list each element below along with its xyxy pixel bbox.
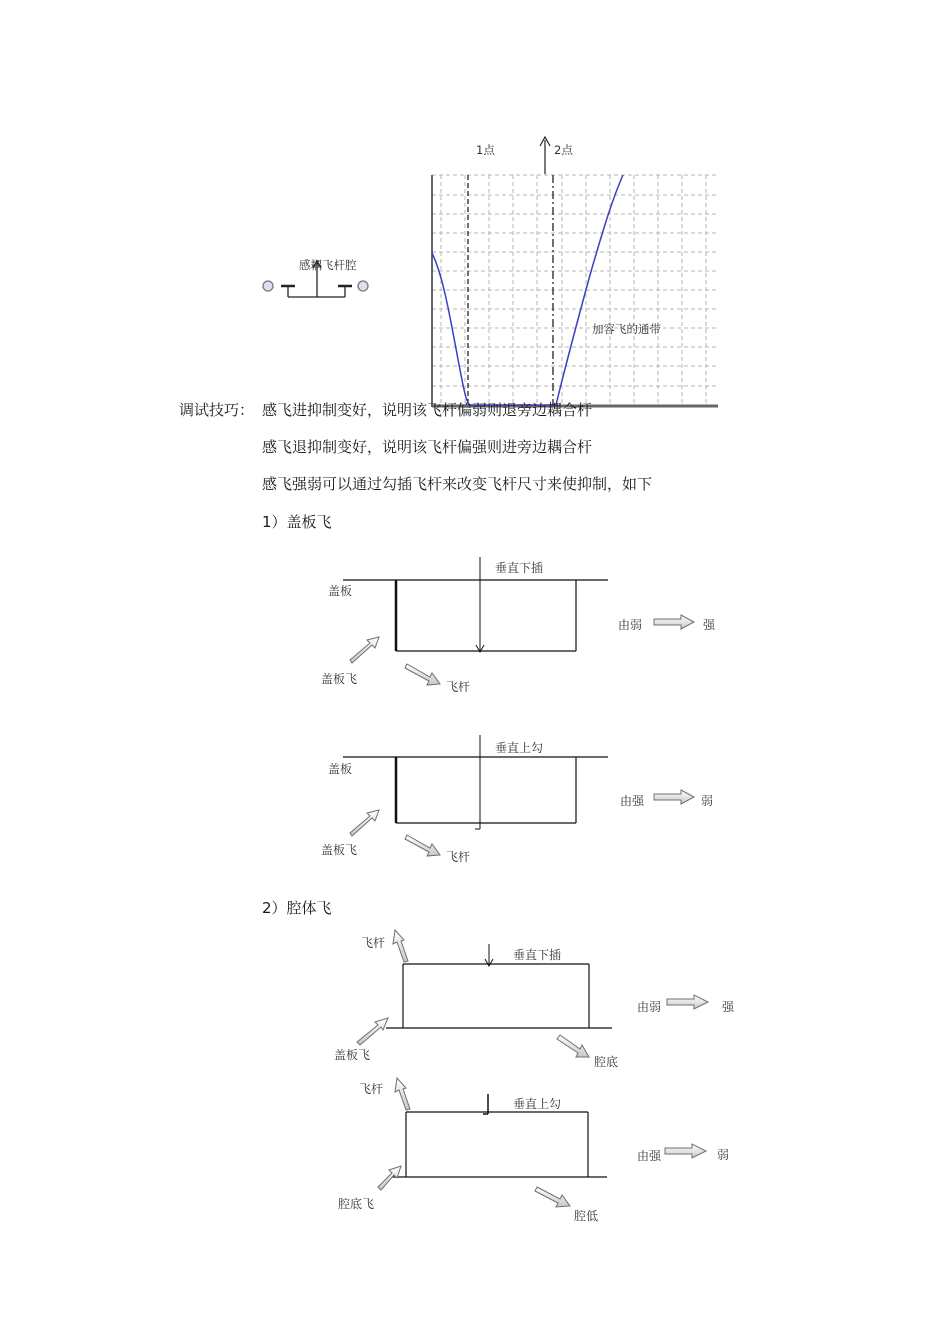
s1a-fly-arrow (350, 637, 379, 663)
s1b-dir-arrow (654, 790, 694, 804)
section2-diagram-a (386, 944, 612, 1028)
s1a-to-label: 强 (703, 618, 716, 632)
s2a-dir-arrow (667, 995, 708, 1009)
s2b-fly-arrow (378, 1166, 401, 1190)
point1-label: 1点 (476, 143, 495, 157)
s1b-rod-label: 飞杆 (446, 850, 471, 864)
s2b-fly-label: 腔底飞 (338, 1197, 375, 1211)
s2b-rod-label: 飞杆 (359, 1082, 384, 1096)
section2-title: 2）腔体飞 (262, 899, 332, 917)
tips-line-1: 感飞进抑制变好，说明该飞杆偏弱则退旁边耦合杆 (262, 401, 593, 419)
s2a-rod-arrow (393, 930, 408, 962)
s1b-to-label: 弱 (701, 794, 714, 808)
s1a-rod-arrow (405, 664, 440, 685)
section2-diagram-b (389, 1094, 607, 1177)
s1b-from-label: 由强 (620, 794, 645, 808)
passband-label: 加容飞的通带 (592, 322, 661, 336)
s1a-top-label: 垂直下插 (495, 561, 544, 575)
point2-label: 2点 (554, 143, 573, 157)
s2a-fly-label: 盖板飞 (334, 1048, 371, 1062)
s2b-dir-arrow (665, 1144, 706, 1158)
s2a-fly-arrow (357, 1018, 388, 1045)
s1b-fly-label: 盖板飞 (321, 843, 358, 857)
s2b-top-label: 垂直上勾 (513, 1097, 562, 1111)
s2b-to-label: 弱 (717, 1148, 730, 1162)
s2a-bottom-arrow (557, 1035, 589, 1057)
s2b-from-label: 由强 (637, 1149, 662, 1163)
s2b-rod-arrow (395, 1078, 410, 1110)
section1-diagram-b (343, 735, 608, 829)
section1-title: 1）盖板飞 (262, 513, 332, 531)
s1a-fly-label: 盖板飞 (321, 672, 358, 686)
tips-line-2: 感飞退抑制变好，说明该飞杆偏强则进旁边耦合杆 (262, 438, 593, 456)
section1-diagram-a (343, 557, 608, 652)
s1a-rod-label: 飞杆 (446, 680, 471, 694)
s1a-dir-arrow (654, 615, 694, 629)
s1b-plate-label: 盖板 (328, 762, 353, 776)
s2a-top-label: 垂直下插 (513, 948, 562, 962)
s2a-bottom-label: 腔底 (594, 1055, 619, 1069)
s2b-bottom-arrow (535, 1187, 570, 1207)
s1b-fly-arrow (350, 810, 379, 836)
tips-heading: 调试技巧： (179, 401, 255, 419)
s1a-from-label: 由弱 (618, 618, 643, 632)
cavity-label: 感耦飞杆腔 (299, 258, 357, 272)
s2b-bottom-label: 腔低 (574, 1209, 599, 1223)
tips-line-3: 感飞强弱可以通过勾插飞杆来改变飞杆尺寸来使抑制，如下 (262, 475, 653, 493)
s2a-rod-label: 飞杆 (361, 936, 386, 950)
graph-grid (432, 175, 717, 406)
s2a-to-label: 强 (722, 1000, 735, 1014)
s1b-top-label: 垂直上勾 (495, 741, 544, 755)
s2a-from-label: 由弱 (637, 1000, 662, 1014)
s1b-rod-arrow (405, 835, 440, 856)
s1a-plate-label: 盖板 (328, 584, 353, 598)
